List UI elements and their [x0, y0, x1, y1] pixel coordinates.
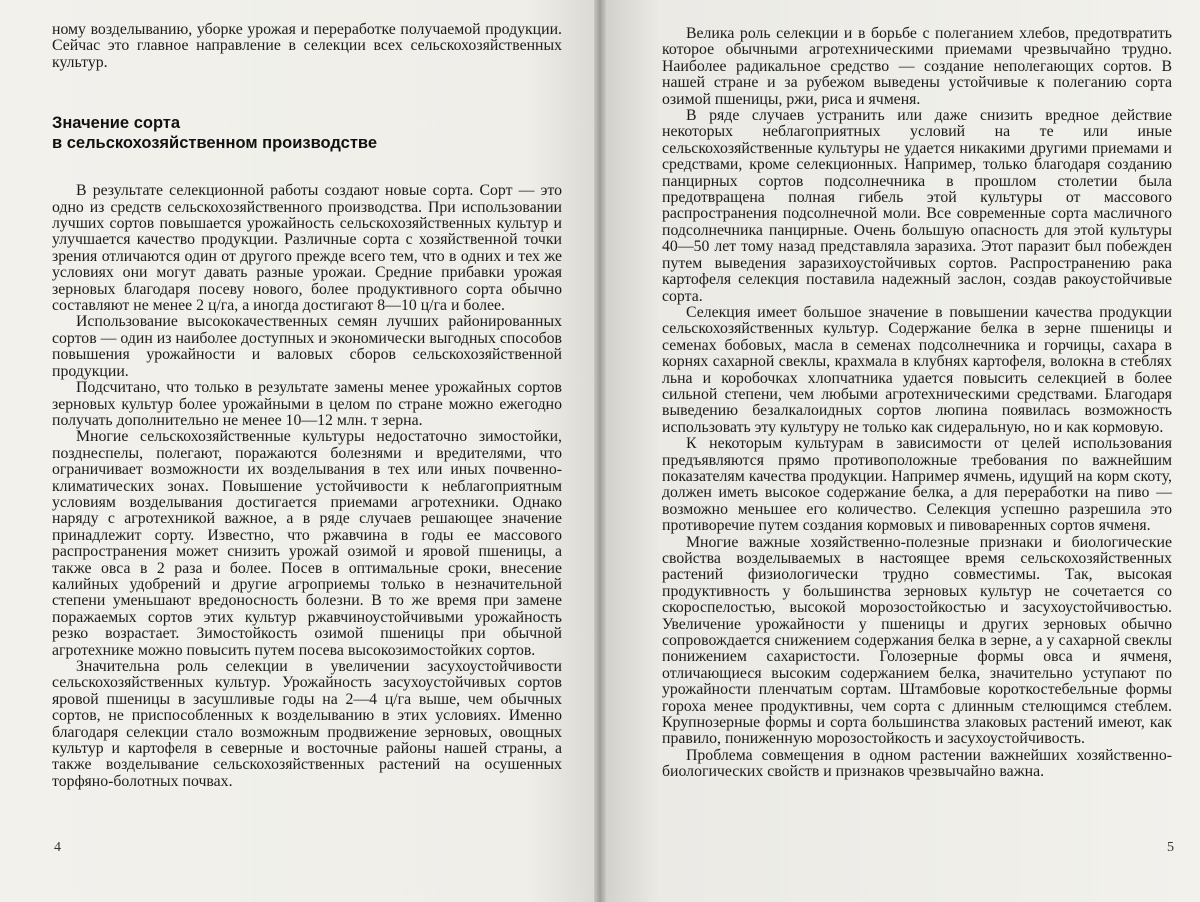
- right-paragraph-4: К некоторым культурам в зависимости от целей использования предъявляются прямо противоположные требования по важнейшим показателям качества продукции. Например ячмень, идущий на корм скоту, должен иметь высокое содержание белка, а для переработки на пиво — возможно меньшее его количество. Селекция успешно разрешила это противоречие путем создания кормовых и пивоваренных сортов ячменя.: [662, 436, 1172, 534]
- section-heading-line-1: Значение сорта: [52, 113, 562, 133]
- section-heading-line-2: в сельскохозяйственном производстве: [52, 133, 562, 153]
- left-page: [0, 0, 600, 902]
- page-number-right: 5: [1167, 840, 1174, 856]
- right-paragraph-3: Селекция имеет большое значение в повышении качества продукции сельскохозяйственных культур. Содержание белка в зерне пшеницы и семенах бобовых, масла в семенах подсолнечника и горчицы, сахара в корнях сахарной свеклы, крахмала в клубнях картофеля, волокна в стеблях льна и коробочках хлопчатника удается повысить селекцией в более сильной степени, чем любыми агротехническими средствами. Благодаря выведению безалкалоидных сортов люпина появилась возможность использовать эту культуру не только как сидеральную, но и как кормовую.: [662, 305, 1172, 436]
- right-paragraph-6: Проблема совмещения в одном растении важнейших хозяйственно-биологических свойств и признаков чрезвычайно важна.: [662, 748, 1172, 781]
- left-paragraph-3: Подсчитано, что только в результате замены менее урожайных сортов зерновых культур более урожайными в целом по стране можно ежегодно получать дополнительно не менее 10—12 млн. т зерна.: [52, 380, 562, 429]
- right-page-text: [662, 26, 1172, 781]
- intro-paragraph: ному возделыванию, уборке урожая и переработке получаемой продукции. Сейчас это главное направление в селекции всех сельскохозяйственных культур.: [52, 22, 562, 71]
- right-paragraph-2: В ряде случаев устранить или даже снизить вредное действие некоторых неблагоприятных условий на те или иные сельскохозяйственные культуры не удается никакими другими приемами и средствами, кроме селекционных. Например, только благодаря созданию панцирных сортов подсолнечника в прошлом столетии была предотвращена полная гибель этой культуры от массового распространения подсолнечной моли. Все современные сорта масличного подсолнечника панцирные. Очень большую опасность для этой культуры 40—50 лет тому назад представляла заразиха. Этот паразит был побежден путем выведения заразихоустойчивых сортов. Распространению рака картофеля селекция поставила надежный заслон, создав ракоустойчивые сорта.: [662, 108, 1172, 305]
- left-paragraph-4: Многие сельскохозяйственные культуры недостаточно зимостойки, позднеспелы, полегают, поражаются болезнями и вредителями, что ограничивает возможности их возделывания в тех или иных почвенно-климатических зонах. Повышение устойчивости к неблагоприятным условиям возделывания достигается приемами агротехники. Однако наряду с агротехникой важное, а в ряде случаев решающее значение принадлежит сорту. Известно, что ржавчина в годы ее массового распространения может снизить урожай озимой и яровой пшеницы, а также овса в 2 раза и более. Посев в оптимальные сроки, внесение калийных удобрений и другие агроприемы только в незначительной степени уменьшают вредоносность болезни. В то же время при замене поражаемых сортов этих культур ржавчиноустойчивыми урожайность резко возрастает. Зимостойкость озимой пшеницы при обычной агротехнике можно повысить путем посева высокозимостойких сортов.: [52, 429, 562, 659]
- left-page-text: [52, 22, 562, 790]
- book-spread: [0, 0, 1200, 902]
- left-paragraph-5: Значительна роль селекции в увеличении засухоустойчивости сельскохозяйственных культур. Урожайность засухоустойчивых сортов яровой пшеницы в засушливые годы на 2—4 ц/га выше, чем обычных сортов, не приспособленных к возделыванию в этих условиях. Именно благодаря селекции стало возможным продвижение зерновых, овощных культур и картофеля в северные и восточные районы нашей страны, а также возделывание сельскохозяйственных растений на осушенных торфяно-болотных почвах.: [52, 659, 562, 790]
- page-number-left: 4: [54, 840, 61, 856]
- book-gutter: [594, 0, 606, 902]
- right-page: [600, 0, 1200, 902]
- right-paragraph-1: Велика роль селекции и в борьбе с полеганием хлебов, предотвратить которое обычными агротехническими приемами чрезвычайно трудно. Наиболее радикальное средство — создание неполегающих сортов. В нашей стране и за рубежом выведены устойчивые к полеганию сорта озимой пшеницы, ржи, риса и ячменя.: [662, 26, 1172, 108]
- section-heading: [52, 113, 562, 153]
- left-paragraph-2: Использование высококачественных семян лучших районированных сортов — один из наиболее доступных и экономически выгодных способов повышения урожайности и валовых сборов сельскохозяйственной продукции.: [52, 314, 562, 380]
- right-paragraph-5: Многие важные хозяйственно-полезные признаки и биологические свойства возделываемых в настоящее время сельскохозяйственных растений физиологически трудно совместимы. Так, высокая продуктивность у большинства зерновых культур не сочетается со скороспелостью, высокой морозостойкостью и засухоустойчивостью. Увеличение урожайности у пшеницы и других зерновых обычно сопровождается снижением содержания белка в зерне, а у сахарной свеклы понижением сахаристости. Голозерные формы овса и ячменя, отличающиеся высоким содержанием белка, значительно уступают по урожайности пленчатым сортам. Штамбовые короткостебельные формы гороха менее продуктивны, чем сорта с длинным стелющимся стеблем. Крупнозерные формы и сорта большинства злаковых растений имеют, как правило, пониженную морозостойкость и засухоустойчивость.: [662, 535, 1172, 748]
- left-paragraph-1: В результате селекционной работы создают новые сорта. Сорт — это одно из средств сельскохозяйственного производства. При использовании лучших сортов повышается урожайность сельскохозяйственных культур и улучшается качество продукции. Различные сорта с хозяйственной точки зрения отличаются один от другого прежде всего тем, что в одних и тех же условиях они могут давать разные урожаи. Средние прибавки урожая зерновых благодаря посеву нового, более продуктивного сорта обычно составляют не менее 2 ц/га, а иногда достигают 8—10 ц/га и более.: [52, 183, 562, 314]
